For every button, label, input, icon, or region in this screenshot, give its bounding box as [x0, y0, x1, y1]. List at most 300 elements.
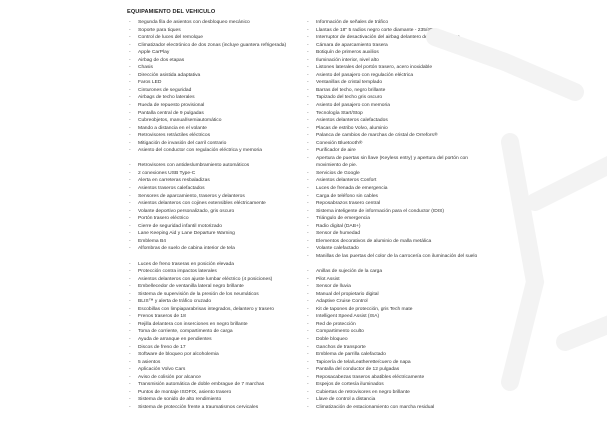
- right-item-text: Llantas de 18" 5 radios negro corte diamante - 235/45: [316, 27, 433, 33]
- right-list-item: [307, 94, 482, 102]
- right-item-text: Tecnología Start/Stop: [316, 110, 363, 116]
- right-list-item: [307, 291, 482, 299]
- bullet-dash-icon: -: [129, 269, 131, 275]
- bullet-dash-icon: -: [129, 336, 131, 342]
- right-list-item: [307, 27, 482, 35]
- bullet-dash-icon: -: [129, 35, 131, 41]
- right-list-item: [307, 177, 482, 185]
- bullet-dash-icon: -: [307, 133, 309, 139]
- right-item-text: Conexión Bluetooth®: [316, 140, 363, 146]
- bullet-dash-icon: -: [129, 65, 131, 71]
- right-item-text: Iluminación interior, nivel alto: [316, 57, 379, 63]
- left-item-text: Dirección asistida adaptativa: [138, 72, 201, 78]
- right-item-text: Llave de control a distancia: [316, 397, 376, 403]
- right-list-item: [307, 34, 482, 42]
- left-list-item: [129, 200, 301, 208]
- left-list-item: [129, 328, 301, 336]
- bullet-dash-icon: -: [129, 374, 131, 380]
- right-item-text: Reposacabezas traseros abatibles eléctricamente: [316, 374, 425, 380]
- left-list-item: [129, 132, 301, 140]
- right-item-text: Servicios de Google: [316, 170, 360, 176]
- right-item-text: Asientos delanteros Confort: [316, 178, 377, 184]
- right-list-item: [307, 208, 482, 216]
- left-list-item: [129, 49, 301, 57]
- right-item-text: Espejos de cortesía iluminados: [316, 382, 384, 388]
- right-list-item: [307, 245, 482, 253]
- left-item-text: Embellecedor de ventanilla lateral negro brillante: [138, 284, 244, 290]
- bullet-dash-icon: -: [307, 314, 309, 320]
- bullet-dash-icon: -: [129, 397, 131, 403]
- bullet-dash-icon: -: [129, 27, 131, 33]
- left-list-item: [129, 193, 301, 201]
- section-title: EQUIPAMIENTO DEL VEHICULO: [127, 9, 216, 15]
- bullet-dash-icon: -: [307, 269, 309, 275]
- right-list-item: [307, 381, 482, 389]
- equipment-list-left: [129, 19, 301, 411]
- bullet-dash-icon: -: [307, 291, 309, 297]
- right-item-text: Elementos decorativos de aluminio de malla metálica: [316, 238, 432, 244]
- left-list-item: [129, 147, 301, 155]
- right-list-item: [307, 344, 482, 352]
- list-spacer: [129, 253, 301, 261]
- right-list-item: [307, 336, 482, 344]
- bullet-dash-icon: -: [307, 155, 309, 161]
- bullet-dash-icon: -: [129, 95, 131, 101]
- bullet-dash-icon: -: [307, 374, 309, 380]
- bullet-dash-icon: -: [129, 367, 131, 373]
- right-item-text: Listones laterales del portón trasero, acero inoxidable: [316, 65, 433, 71]
- bullet-dash-icon: -: [129, 216, 131, 222]
- list-spacer: [129, 155, 301, 163]
- left-list-item: [129, 344, 301, 352]
- bullet-dash-icon: -: [307, 110, 309, 116]
- bullet-dash-icon: -: [129, 321, 131, 327]
- right-item-text: Compartimento oculto: [316, 329, 364, 335]
- left-item-text: Segunda fila de asientos con desbloqueo mecánico: [138, 20, 250, 25]
- left-item-text: Alerta en carreteras resbaladizas: [138, 178, 210, 184]
- left-list-item: [129, 313, 301, 321]
- left-list-item: [129, 223, 301, 231]
- left-list-item: [129, 268, 301, 276]
- left-list-item: [129, 374, 301, 382]
- left-list-item: [129, 359, 301, 367]
- bullet-dash-icon: -: [129, 359, 131, 365]
- bullet-dash-icon: -: [129, 186, 131, 192]
- left-list-item: [129, 238, 301, 246]
- bullet-dash-icon: -: [307, 42, 309, 48]
- left-list-item: [129, 34, 301, 42]
- right-item-text: Placas de estribo Volvo, aluminio: [316, 125, 388, 131]
- right-item-text: Reposabrazos trasero central: [316, 201, 381, 207]
- bullet-dash-icon: -: [307, 87, 309, 93]
- right-list-item: [307, 298, 482, 306]
- bullet-dash-icon: -: [307, 178, 309, 184]
- bullet-dash-icon: -: [307, 72, 309, 78]
- left-list-item: [129, 245, 301, 253]
- bullet-dash-icon: -: [307, 20, 309, 25]
- left-item-text: Asientos delanteros con cojines extensibles eléctricamente: [138, 201, 266, 207]
- right-item-text: Cubiertas de retrovisores en negro brillante: [316, 389, 410, 395]
- bullet-dash-icon: -: [307, 231, 309, 237]
- left-item-text: Protección contra impactos laterales: [138, 269, 217, 275]
- left-item-text: Aviso de colisión por alcance: [138, 374, 201, 380]
- left-list-item: [129, 230, 301, 238]
- right-list-item: [307, 215, 482, 223]
- right-list-item: [307, 283, 482, 291]
- left-item-text: Pantalla central de 9 pulgadas: [138, 110, 204, 116]
- right-item-text: Manual del propietario digital: [316, 291, 379, 297]
- bullet-dash-icon: -: [129, 404, 131, 410]
- bullet-dash-icon: -: [129, 291, 131, 297]
- right-list-item: [307, 253, 482, 261]
- bullet-dash-icon: -: [129, 118, 131, 124]
- left-item-text: Faros LED: [138, 80, 162, 86]
- left-list-item: [129, 321, 301, 329]
- right-list-item: [307, 276, 482, 284]
- right-item-text: Tapicería de tela/Leatherette/cuero de napa: [316, 359, 411, 365]
- right-item-text: Climatización de estacionamiento con marcha residual: [316, 404, 435, 410]
- right-list-item: [307, 132, 482, 140]
- right-item-text: Carga de teléfono sin cables: [316, 193, 378, 199]
- right-item-text: Pilot Assist: [316, 276, 340, 282]
- bullet-dash-icon: -: [129, 276, 131, 282]
- left-list-item: [129, 404, 301, 412]
- right-item-text: Red de protección: [316, 321, 356, 327]
- bullet-dash-icon: -: [129, 231, 131, 237]
- right-list-item: [307, 147, 482, 155]
- left-item-text: Retrovisores retráctiles eléctricos: [138, 133, 211, 139]
- right-list-item: [307, 155, 482, 170]
- left-list-item: [129, 57, 301, 65]
- left-list-item: [129, 110, 301, 118]
- right-list-item: [307, 117, 482, 125]
- right-item-text: Barras del techo, negro brillante: [316, 87, 386, 93]
- left-item-text: Soporte para tiques: [138, 27, 181, 33]
- right-item-text: Ganchos de transporte: [316, 344, 366, 350]
- right-list-item: [307, 321, 482, 329]
- bullet-dash-icon: -: [307, 253, 309, 259]
- bullet-dash-icon: -: [307, 103, 309, 109]
- right-list-item: [307, 404, 482, 412]
- left-item-text: Cubreobjetos, manual/semiautomático: [138, 118, 222, 124]
- left-list-item: [129, 162, 301, 170]
- left-item-text: BLIS™ y alerta de tráfico cruzado: [138, 299, 212, 305]
- left-item-text: Sistema de supervisión de la presión de los neumáticos: [138, 291, 259, 297]
- right-item-text: Purificador de aire: [316, 148, 356, 154]
- bullet-dash-icon: -: [307, 50, 309, 56]
- left-list-item: [129, 79, 301, 87]
- left-item-text: Emblema B4: [138, 238, 166, 244]
- left-item-text: Ayuda de arranque en pendientes: [138, 336, 212, 342]
- bullet-dash-icon: -: [129, 201, 131, 207]
- left-list-item: [129, 42, 301, 50]
- bullet-dash-icon: -: [129, 103, 131, 109]
- left-item-text: Rueda de repuesto provisional: [138, 103, 205, 109]
- list-spacer: [307, 261, 482, 269]
- left-item-text: 2 conexiones USB Type-C: [138, 170, 196, 176]
- bullet-dash-icon: -: [307, 193, 309, 199]
- right-item-text: Pantalla del conductor de 12 pulgadas: [316, 367, 400, 373]
- right-list-item: [307, 87, 482, 95]
- bullet-dash-icon: -: [307, 80, 309, 86]
- left-list-item: [129, 87, 301, 95]
- bullet-dash-icon: -: [129, 140, 131, 146]
- right-item-text: Volante calefactado: [316, 246, 359, 252]
- bullet-dash-icon: -: [307, 404, 309, 410]
- bullet-dash-icon: -: [129, 42, 131, 48]
- left-list-item: [129, 117, 301, 125]
- bullet-dash-icon: -: [129, 57, 131, 63]
- right-list-item: [307, 359, 482, 367]
- right-item-text: Kit de tapones de protección, gris Tech mate: [316, 306, 413, 312]
- right-list-item: [307, 230, 482, 238]
- bullet-dash-icon: -: [307, 299, 309, 305]
- left-item-text: Mando a distancia en el volante: [138, 125, 207, 131]
- right-list-item: [307, 306, 482, 314]
- bullet-dash-icon: -: [129, 389, 131, 395]
- left-item-text: Control de luces del remolque: [138, 35, 203, 41]
- bullet-dash-icon: -: [129, 299, 131, 305]
- left-list-item: [129, 185, 301, 193]
- right-list-item: [307, 57, 482, 65]
- left-item-text: Alfombras de suelo de cabina interior de tela: [138, 246, 235, 252]
- bullet-dash-icon: -: [129, 284, 131, 290]
- bullet-dash-icon: -: [307, 238, 309, 244]
- bullet-dash-icon: -: [129, 261, 131, 267]
- right-list-item: [307, 389, 482, 397]
- right-item-text: Interruptor de desactivación del airbag delantero del acompañante: [316, 35, 460, 41]
- bullet-dash-icon: -: [307, 208, 309, 214]
- bullet-dash-icon: -: [129, 163, 131, 169]
- bullet-dash-icon: -: [129, 344, 131, 350]
- right-item-text: Emblema de parrilla calefactado: [316, 352, 386, 358]
- right-list-item: [307, 396, 482, 404]
- left-item-text: Escobillas con limpiaparabrisas integrados, delantero y trasero: [138, 306, 274, 312]
- left-item-text: Airbag de dos etapas: [138, 57, 185, 63]
- left-item-text: Cierre de seguridad infantil motorizado: [138, 223, 223, 229]
- left-list-item: [129, 396, 301, 404]
- bullet-dash-icon: -: [307, 246, 309, 252]
- right-item-text: Apertura de puertas sin llave (Keyless entry) y apertura del portón con movimiento de pie.: [316, 155, 468, 169]
- bullet-dash-icon: -: [129, 148, 131, 154]
- right-list-item: [307, 238, 482, 246]
- right-list-item: [307, 125, 482, 133]
- left-item-text: Mitigación de invasión del carril contrario: [138, 140, 227, 146]
- left-item-text: Rejilla delantera con inserciones en negro brillante: [138, 321, 248, 327]
- bullet-dash-icon: -: [307, 65, 309, 71]
- right-list-item: [307, 223, 482, 231]
- right-item-text: Adaptive Cruise Control: [316, 299, 368, 305]
- left-item-text: Retrovisores con antideslumbramiento automáticos: [138, 163, 250, 169]
- right-list-item: [307, 268, 482, 276]
- right-item-text: Palanca de cambios de marchas de cristal de Orrefors®: [316, 133, 438, 139]
- left-list-item: [129, 276, 301, 284]
- right-list-item: [307, 102, 482, 110]
- bullet-dash-icon: -: [129, 238, 131, 244]
- bullet-dash-icon: -: [129, 125, 131, 131]
- right-item-text: Luces de frenada de emergencia: [316, 186, 388, 192]
- right-list-item: [307, 200, 482, 208]
- right-list-item: [307, 351, 482, 359]
- right-item-text: Manillas de las puertas del color de la carrocería con iluminación del suelo: [316, 253, 478, 259]
- left-item-text: Cinturones de seguridad: [138, 87, 192, 93]
- left-item-text: 5 asientos: [138, 359, 161, 365]
- left-item-text: Chasis: [138, 65, 153, 71]
- left-list-item: [129, 27, 301, 35]
- left-item-text: Lane Keeping Aid y Lane Departure Warning: [138, 231, 235, 237]
- bullet-dash-icon: -: [307, 118, 309, 124]
- left-list-item: [129, 366, 301, 374]
- right-item-text: Ventanillas de cristal templado: [316, 80, 383, 86]
- bullet-dash-icon: -: [129, 133, 131, 139]
- bullet-dash-icon: -: [129, 72, 131, 78]
- bullet-dash-icon: -: [307, 321, 309, 327]
- left-list-item: [129, 336, 301, 344]
- left-list-item: [129, 298, 301, 306]
- left-list-item: [129, 351, 301, 359]
- right-item-text: Radio digital (DAB+): [316, 223, 361, 229]
- right-list-item: [307, 313, 482, 321]
- left-list-item: [129, 94, 301, 102]
- bullet-dash-icon: -: [307, 125, 309, 131]
- left-item-text: Transmisión automática de doble embrague de 7 marchas: [138, 382, 265, 388]
- bullet-dash-icon: -: [129, 20, 131, 25]
- left-item-text: Climatizador electrónico de dos zonas (incluye guantera refrigerada): [138, 42, 287, 48]
- left-item-text: Sistema de sonido de alto rendimiento: [138, 397, 222, 403]
- left-list-item: [129, 208, 301, 216]
- right-list-item: [307, 19, 482, 27]
- right-item-text: Triángulo de emergencia: [316, 216, 370, 222]
- right-list-item: [307, 170, 482, 178]
- bullet-dash-icon: -: [307, 306, 309, 312]
- left-list-item: [129, 19, 301, 27]
- left-item-text: Puntos de montaje ISOFIX, asiento trasero: [138, 389, 232, 395]
- right-item-text: Botiquín de primeros auxilios: [316, 50, 379, 56]
- bullet-dash-icon: -: [129, 208, 131, 214]
- right-item-text: Asientos delanteros calefactados: [316, 118, 388, 124]
- bullet-dash-icon: -: [129, 110, 131, 116]
- bullet-dash-icon: -: [129, 223, 131, 229]
- bullet-dash-icon: -: [129, 352, 131, 358]
- left-list-item: [129, 306, 301, 314]
- left-item-text: Sistema de protección frente a traumatismos cervicales: [138, 404, 259, 410]
- right-item-text: Anillas de sujeción de la carga: [316, 269, 383, 275]
- bullet-dash-icon: -: [307, 367, 309, 373]
- right-list-item: [307, 328, 482, 336]
- left-list-item: [129, 283, 301, 291]
- right-list-item: [307, 49, 482, 57]
- right-list-item: [307, 64, 482, 72]
- right-item-text: Información de señales de tráfico: [316, 20, 389, 25]
- left-item-text: Asiento del conductor con regulación eléctrica y memoria: [138, 148, 262, 154]
- bullet-dash-icon: -: [307, 148, 309, 154]
- bullet-dash-icon: -: [307, 140, 309, 146]
- equipment-list-right: [307, 19, 482, 411]
- bullet-dash-icon: -: [307, 57, 309, 63]
- left-list-item: [129, 64, 301, 72]
- bullet-dash-icon: -: [129, 329, 131, 335]
- bullet-dash-icon: -: [307, 389, 309, 395]
- bullet-dash-icon: -: [307, 359, 309, 365]
- right-item-text: Sistema inteligente de información para el conductor (IDIS): [316, 208, 445, 214]
- right-item-text: Cámara de aparcamiento trasera: [316, 42, 388, 48]
- right-list-item: [307, 79, 482, 87]
- right-item-text: Sensor de lluvia: [316, 284, 351, 290]
- left-list-item: [129, 177, 301, 185]
- right-item-text: Asiento del pasajero con regulación eléctrica: [316, 72, 414, 78]
- right-item-text: Doble bloqueo: [316, 336, 348, 342]
- left-list-item: [129, 389, 301, 397]
- bullet-dash-icon: -: [307, 284, 309, 290]
- bullet-dash-icon: -: [307, 216, 309, 222]
- bullet-dash-icon: -: [307, 35, 309, 41]
- left-item-text: Apple CarPlay: [138, 50, 170, 56]
- left-item-text: Sensores de aparcamiento, traseros y delanteros: [138, 193, 245, 199]
- bullet-dash-icon: -: [307, 170, 309, 176]
- left-list-item: [129, 215, 301, 223]
- left-list-item: [129, 261, 301, 269]
- left-item-text: Asientos traseros calefactados: [138, 186, 205, 192]
- left-item-text: Volante deportivo personalizado, gris oscuro: [138, 208, 235, 214]
- bullet-dash-icon: -: [307, 27, 309, 33]
- bullet-dash-icon: -: [307, 329, 309, 335]
- left-item-text: Airbags de techo laterales: [138, 95, 195, 101]
- left-list-item: [129, 125, 301, 133]
- left-list-item: [129, 170, 301, 178]
- right-list-item: [307, 72, 482, 80]
- right-list-item: [307, 366, 482, 374]
- left-item-text: Portón trasero eléctrico: [138, 216, 189, 222]
- left-list-item: [129, 72, 301, 80]
- right-list-item: [307, 185, 482, 193]
- right-list-item: [307, 110, 482, 118]
- right-item-text: Asiento del pasajero con memoria: [316, 103, 390, 109]
- bullet-dash-icon: -: [129, 170, 131, 176]
- right-item-text: Sensor de humedad: [316, 231, 361, 237]
- bullet-dash-icon: -: [307, 382, 309, 388]
- right-list-item: [307, 140, 482, 148]
- right-item-text: Intelligent Speed Assist (ISA): [316, 314, 380, 320]
- bullet-dash-icon: -: [129, 382, 131, 388]
- right-list-item: [307, 42, 482, 50]
- bullet-dash-icon: -: [307, 223, 309, 229]
- right-list-item: [307, 193, 482, 201]
- bullet-dash-icon: -: [129, 193, 131, 199]
- bullet-dash-icon: -: [307, 201, 309, 207]
- left-item-text: Discos de freno de 17: [138, 344, 186, 350]
- left-list-item: [129, 140, 301, 148]
- left-item-text: Aplicación Volvo Cars: [138, 367, 186, 373]
- left-item-text: Luces de freno traseras en posición elevada: [138, 261, 234, 267]
- bullet-dash-icon: -: [129, 50, 131, 56]
- left-list-item: [129, 102, 301, 110]
- bullet-dash-icon: -: [129, 306, 131, 312]
- bullet-dash-icon: -: [129, 80, 131, 86]
- left-list-item: [129, 291, 301, 299]
- bullet-dash-icon: -: [307, 352, 309, 358]
- left-item-text: Asientos delanteros con ajuste lumbar eléctrico (4 posiciones): [138, 276, 273, 282]
- bullet-dash-icon: -: [307, 336, 309, 342]
- bullet-dash-icon: -: [129, 246, 131, 252]
- bullet-dash-icon: -: [307, 344, 309, 350]
- bullet-dash-icon: -: [307, 95, 309, 101]
- right-item-text: Tapizado del techo gris oscuro: [316, 95, 383, 101]
- left-item-text: Toma de corriente, compartimento de carga: [138, 329, 233, 335]
- left-item-text: Frenos traseros de 18: [138, 314, 186, 320]
- bullet-dash-icon: -: [129, 87, 131, 93]
- left-item-text: Software de bloqueo por alcoholemia: [138, 352, 219, 358]
- bullet-dash-icon: -: [307, 186, 309, 192]
